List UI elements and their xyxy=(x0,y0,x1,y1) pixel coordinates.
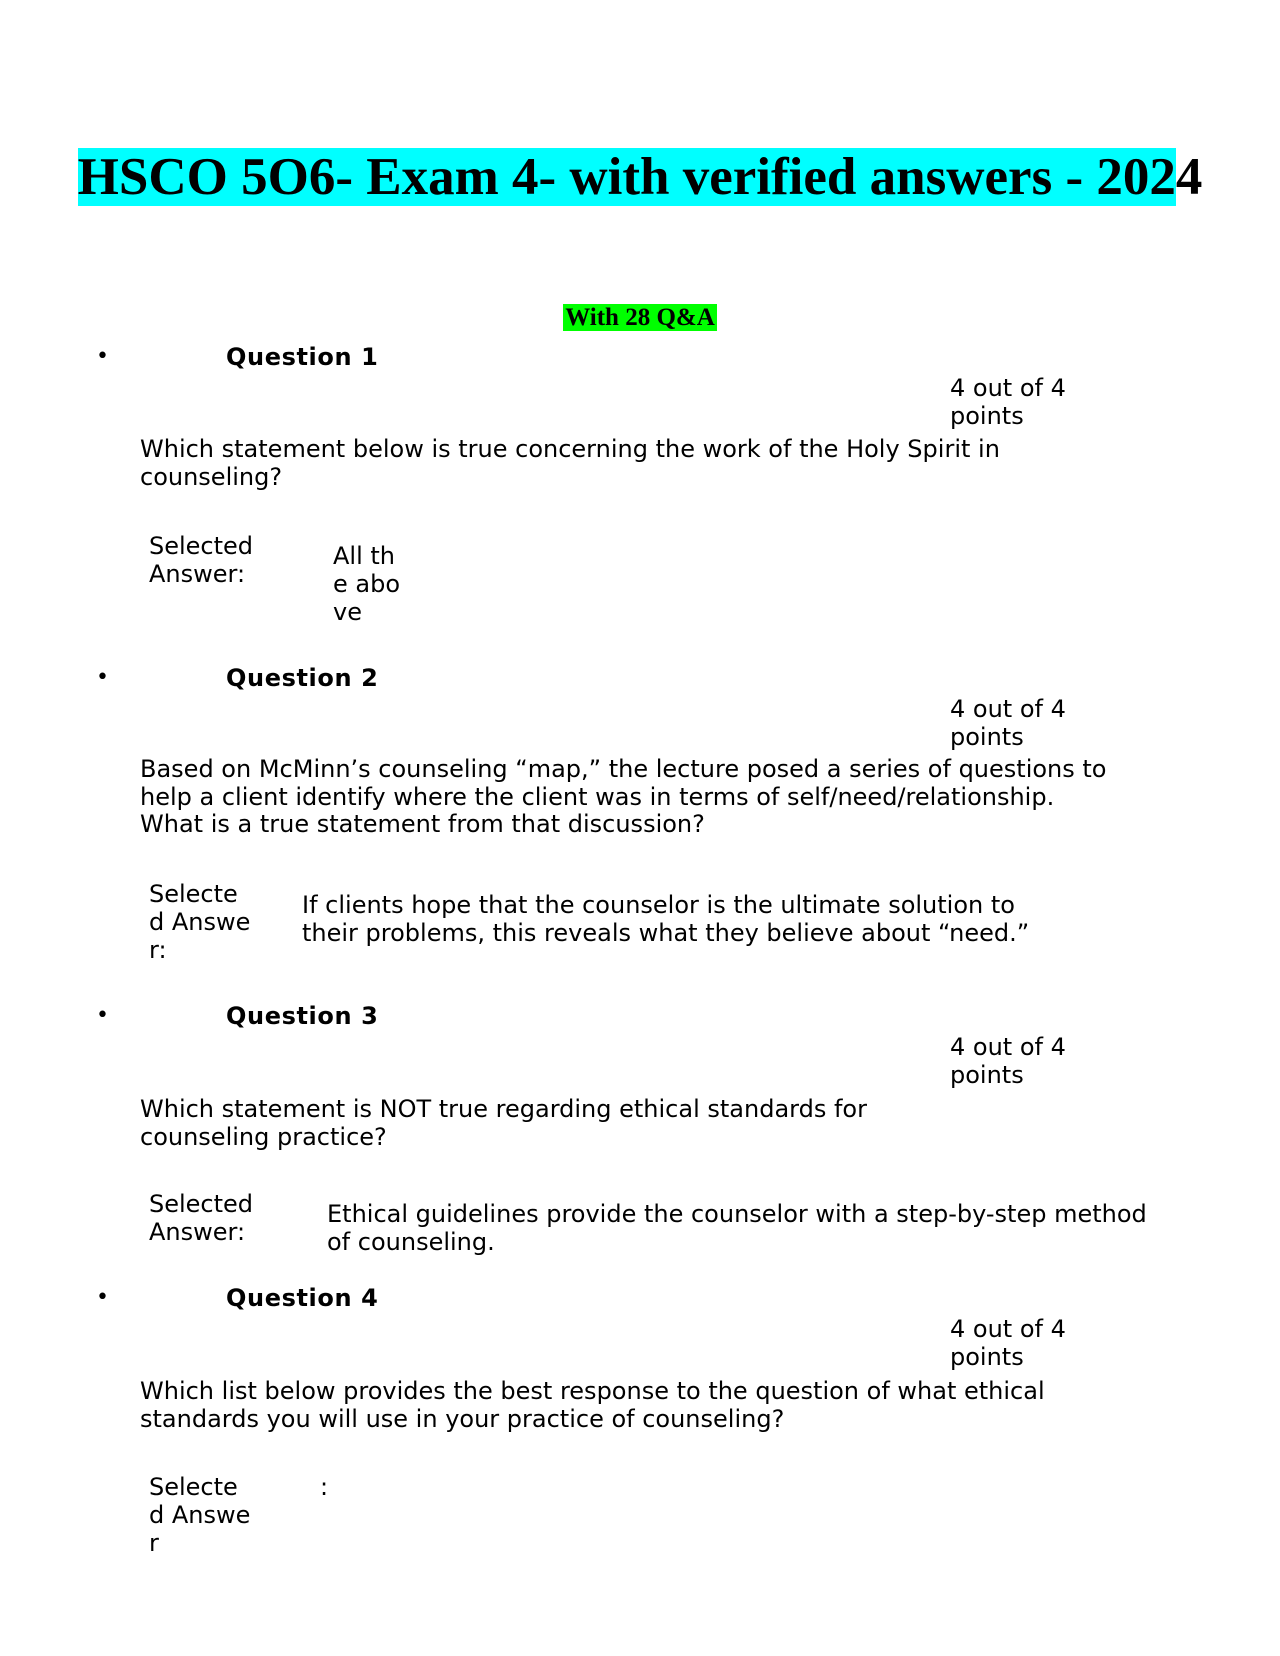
question-2-title: Question 2 xyxy=(226,664,379,692)
question-4-selected-label: Selected Answer xyxy=(149,1473,251,1557)
subtitle-text: With 28 Q&A xyxy=(565,304,715,331)
bullet-q2: • xyxy=(96,665,109,690)
question-1-points: 4 out of 4 points xyxy=(950,374,1066,430)
question-1-answer: All the above xyxy=(333,542,401,626)
question-2-points: 4 out of 4 points xyxy=(950,695,1066,751)
question-4-points: 4 out of 4 points xyxy=(950,1315,1066,1371)
title-plain: 4 xyxy=(1175,148,1203,206)
bullet-q4: • xyxy=(96,1285,109,1310)
question-3-title: Question 3 xyxy=(226,1002,379,1030)
question-3-selected-label: Selected Answer: xyxy=(149,1190,254,1246)
question-1-text: Which statement below is true concerning the work of the Holy Spirit in counseling? xyxy=(140,435,1000,491)
document-title xyxy=(60,144,1220,210)
question-2-selected-label: Selected Answer: xyxy=(149,880,251,964)
question-3-text: Which statement is NOT true regarding ethical standards for counseling practice? xyxy=(140,1095,867,1151)
question-3-answer: Ethical guidelines provide the counselor with a step-by-step method of counseling. xyxy=(327,1200,1147,1256)
bullet-q1: • xyxy=(96,344,109,369)
question-4-text: Which list below provides the best response to the question of what ethical standards you will use in your practice of counseling? xyxy=(140,1377,1045,1433)
question-4-title: Question 4 xyxy=(226,1284,379,1312)
question-2-text: Based on McMinn’s counseling “map,” the lecture posed a series of questions to help a client identify where the client was in terms of self/need/relationship. What is a true statement from that discussion? xyxy=(140,755,1107,838)
question-4-answer: : xyxy=(320,1473,329,1501)
document-subtitle xyxy=(60,301,1220,335)
title-highlighted: HSCO 5O6- Exam 4- with verified answers - 202 xyxy=(77,148,1176,206)
question-1-title: Question 1 xyxy=(226,343,379,371)
question-1-selected-label: Selected Answer: xyxy=(149,532,254,588)
question-2-answer: If clients hope that the counselor is the ultimate solution to their problems, this reveals what they believe about “need.” xyxy=(302,891,1030,947)
question-3-points: 4 out of 4 points xyxy=(950,1033,1066,1089)
bullet-q3: • xyxy=(96,1003,109,1028)
